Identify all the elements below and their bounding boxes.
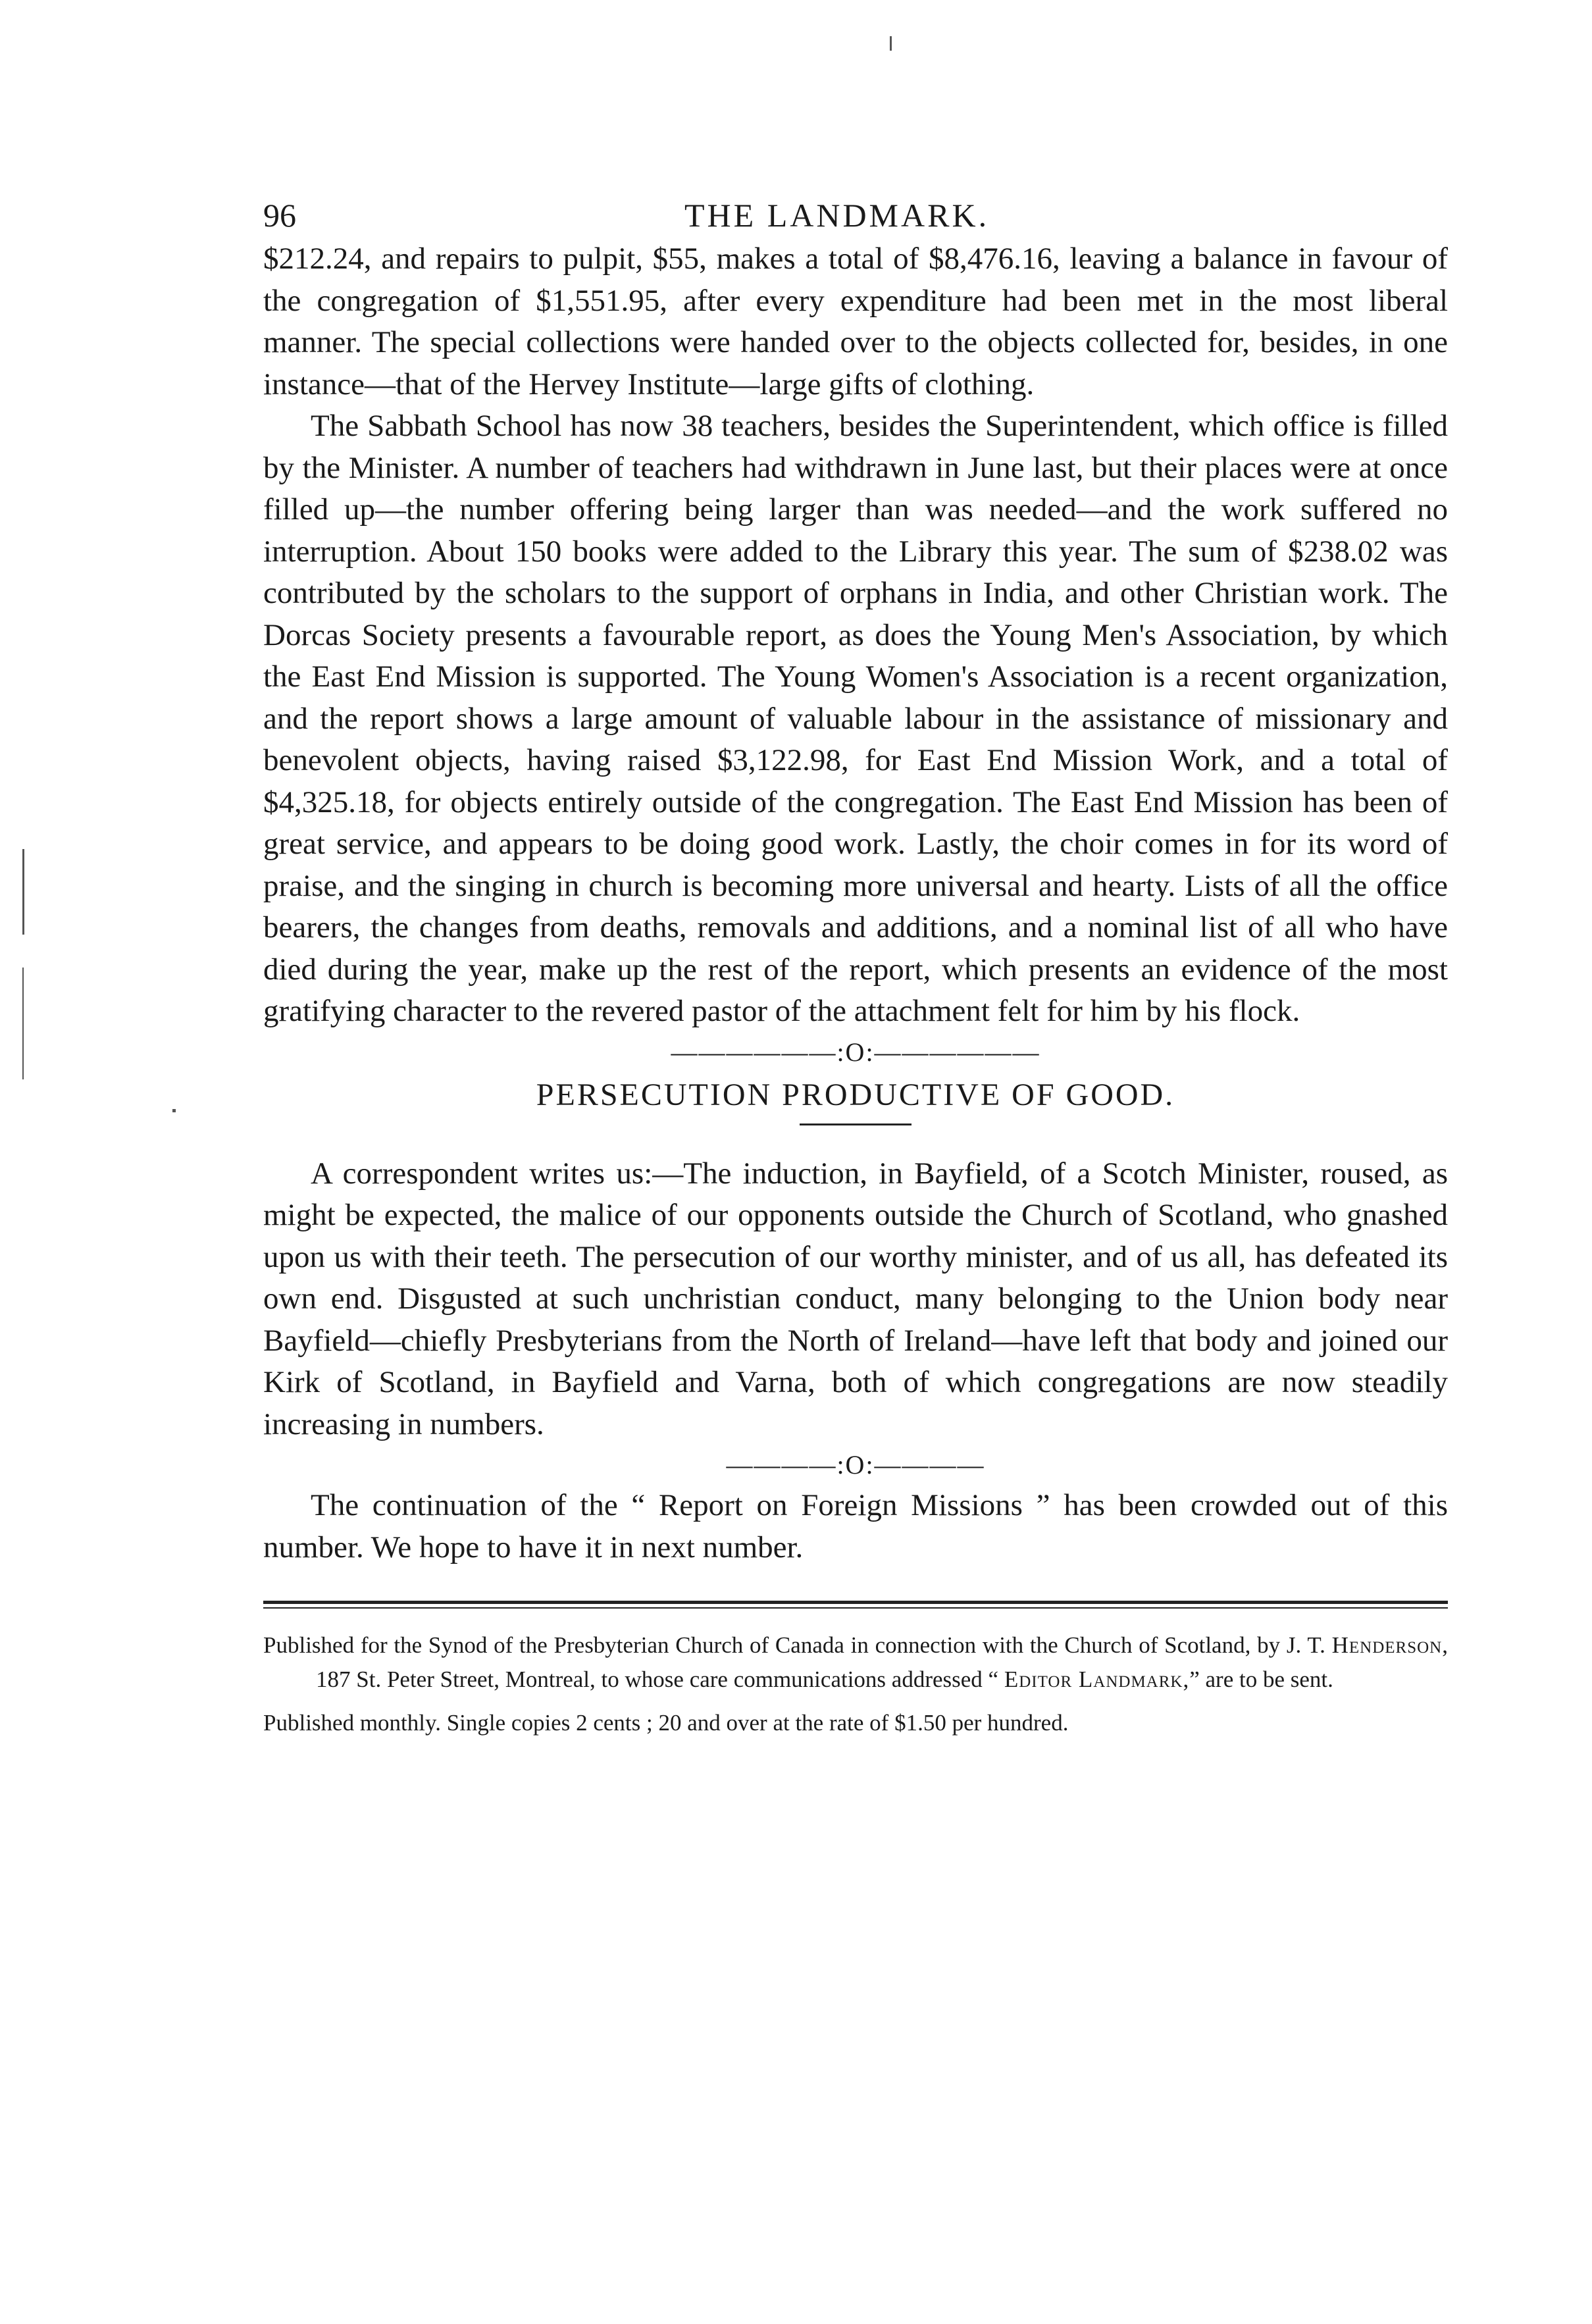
scan-mark <box>22 849 24 935</box>
scan-mark <box>172 1109 176 1112</box>
section-separator-2: ————:O:———— <box>726 1450 985 1480</box>
paragraph-report-balance: $212.24, and repairs to pulpit, $55, makes a total of $8,476.16, leaving a balance in favour of the congregation of $1,551.95, after every expenditure had been met in the most liberal manner. The special collections were handed over to the objects collected for, besides, in one instance—that of the Hervey Institute—large gifts of clothing. <box>263 242 1448 401</box>
running-head <box>263 196 1448 242</box>
footer-rule <box>263 1601 1448 1604</box>
footer-rule-thin <box>263 1607 1448 1609</box>
paragraph-correspondent: A correspondent writes us:—The induction, in Bayfield, of a Scotch Minister, roused, as might be expected, the malice of our opponents outside the Church of Scotland, who gnashed upon us with their teeth. The persecution of our worthy minister, and of us all, has defeated its own end. Disgusted at such unchristian conduct, many belonging to the Union body near Bayfield—chiefly Presbyterians from the North of Ireland—have left that body and joined our Kirk of Scotland, in Bayfield and Varna, both of which congregations are now steadily increasing in numbers. <box>263 1156 1448 1441</box>
publication-footer <box>263 1601 1448 1740</box>
section-separator: ——————:O:—————— <box>671 1037 1040 1067</box>
editor-address: Editor Landmark, <box>1004 1666 1190 1692</box>
publisher-name: Henderson <box>1331 1632 1443 1658</box>
paragraph-sabbath-school: The Sabbath School has now 38 teachers, besides the Superintendent, which office is filled by the Minister. A number of teachers had withdrawn in June last, but their places were at once filled up—the number offering being larger than was needed—and the work suffered no interruption. About 150 books were added to the Library this year. The sum of $238.02 was contributed by the scholars to the support of orphans in India, and other Christian work. The Dorcas Society presents a favourable report, as does the Young Men's Association, by which the East End Mission is supported. The Young Women's Association is a recent organization, and the report shows a large amount of valuable labour in the assistance of missionary and benevolent objects, having raised $3,122.98, for East End Mission Work, and a total of $4,325.18, for objects entirely outside of the congregation. The East End Mission has been of great service, and appears to be doing good work. Lastly, the choir comes in for its word of praise, and the singing in church is becoming more universal and hearty. Lists of all the office bearers, the changes from deaths, removals and additions, and a nominal list of all who have died during the year, make up the rest of the report, which presents an evidence of the most gratifying character to the revered pastor of the attachment felt for him by his flock. <box>263 409 1448 1028</box>
scan-mark <box>22 968 24 1079</box>
page <box>263 0 1448 2324</box>
page-number: 96 <box>263 197 296 234</box>
journal-title: THE LANDMARK. <box>684 197 990 234</box>
article-heading: PERSECUTION PRODUCTIVE OF GOOD. <box>536 1077 1175 1112</box>
heading-rule <box>800 1123 912 1125</box>
imprint: Published for the Synod of the Presbyterian Church of Canada in connection with the Church of Scotland, by J. T. Henderson, 187 St. Peter Street, Montreal, to whose care communications addressed “ Editor Landmark,” are to be sent. <box>263 1632 1448 1692</box>
paragraph-continuation-note: The continuation of the “ Report on Foreign Missions ” has been crowded out of this number. We hope to have it in next number. <box>263 1488 1448 1564</box>
article-body <box>263 238 1448 1568</box>
publication-note: Published monthly. Single copies 2 cents ; 20 and over at the rate of $1.50 per hundred. <box>263 1710 1069 1736</box>
